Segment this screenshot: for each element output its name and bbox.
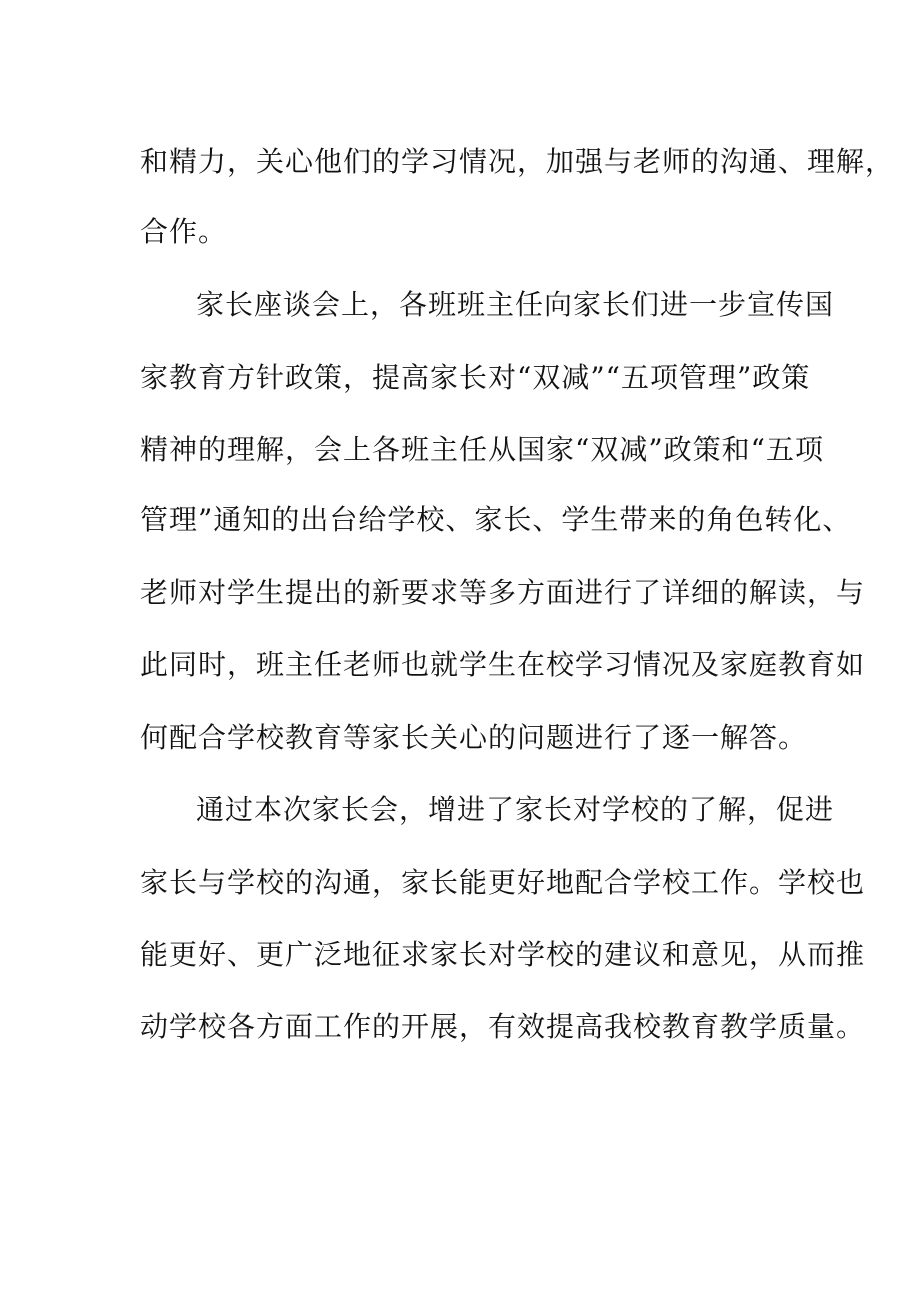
paragraph-line: 通过本次家长会，增进了家长对学校的了解，促进	[196, 793, 835, 826]
paragraph-line: 此同时，班主任老师也就学生在校学习情况及家庭教育如	[140, 648, 866, 681]
paragraph-line: 管理”通知的出台给学校、家长、学生带来的角色转化、	[140, 503, 852, 536]
paragraph-line: 和精力，关心他们的学习情况，加强与老师的沟通、理解，	[140, 145, 895, 178]
paragraph-line: 精神的理解，会上各班主任从国家“双减”政策和“五项	[140, 433, 824, 466]
paragraph-line: 家长与学校的沟通，家长能更好地配合学校工作。学校也	[140, 866, 866, 899]
paragraph-line: 何配合学校教育等家长关心的问题进行了逐一解答。	[140, 721, 808, 754]
paragraph-line: 动学校各方面工作的开展，有效提高我校教育教学质量。	[140, 1010, 866, 1043]
paragraph-line: 家长座谈会上，各班班主任向家长们进一步宣传国	[196, 288, 835, 321]
paragraph-line: 家教育方针政策，提高家长对“双减”“五项管理”政策	[140, 361, 811, 394]
paragraph-line: 老师对学生提出的新要求等多方面进行了详细的解读，与	[140, 576, 866, 609]
paragraph-line: 能更好、更广泛地征求家长对学校的建议和意见，从而推	[140, 938, 866, 971]
paragraph-line: 合作。	[140, 215, 228, 248]
